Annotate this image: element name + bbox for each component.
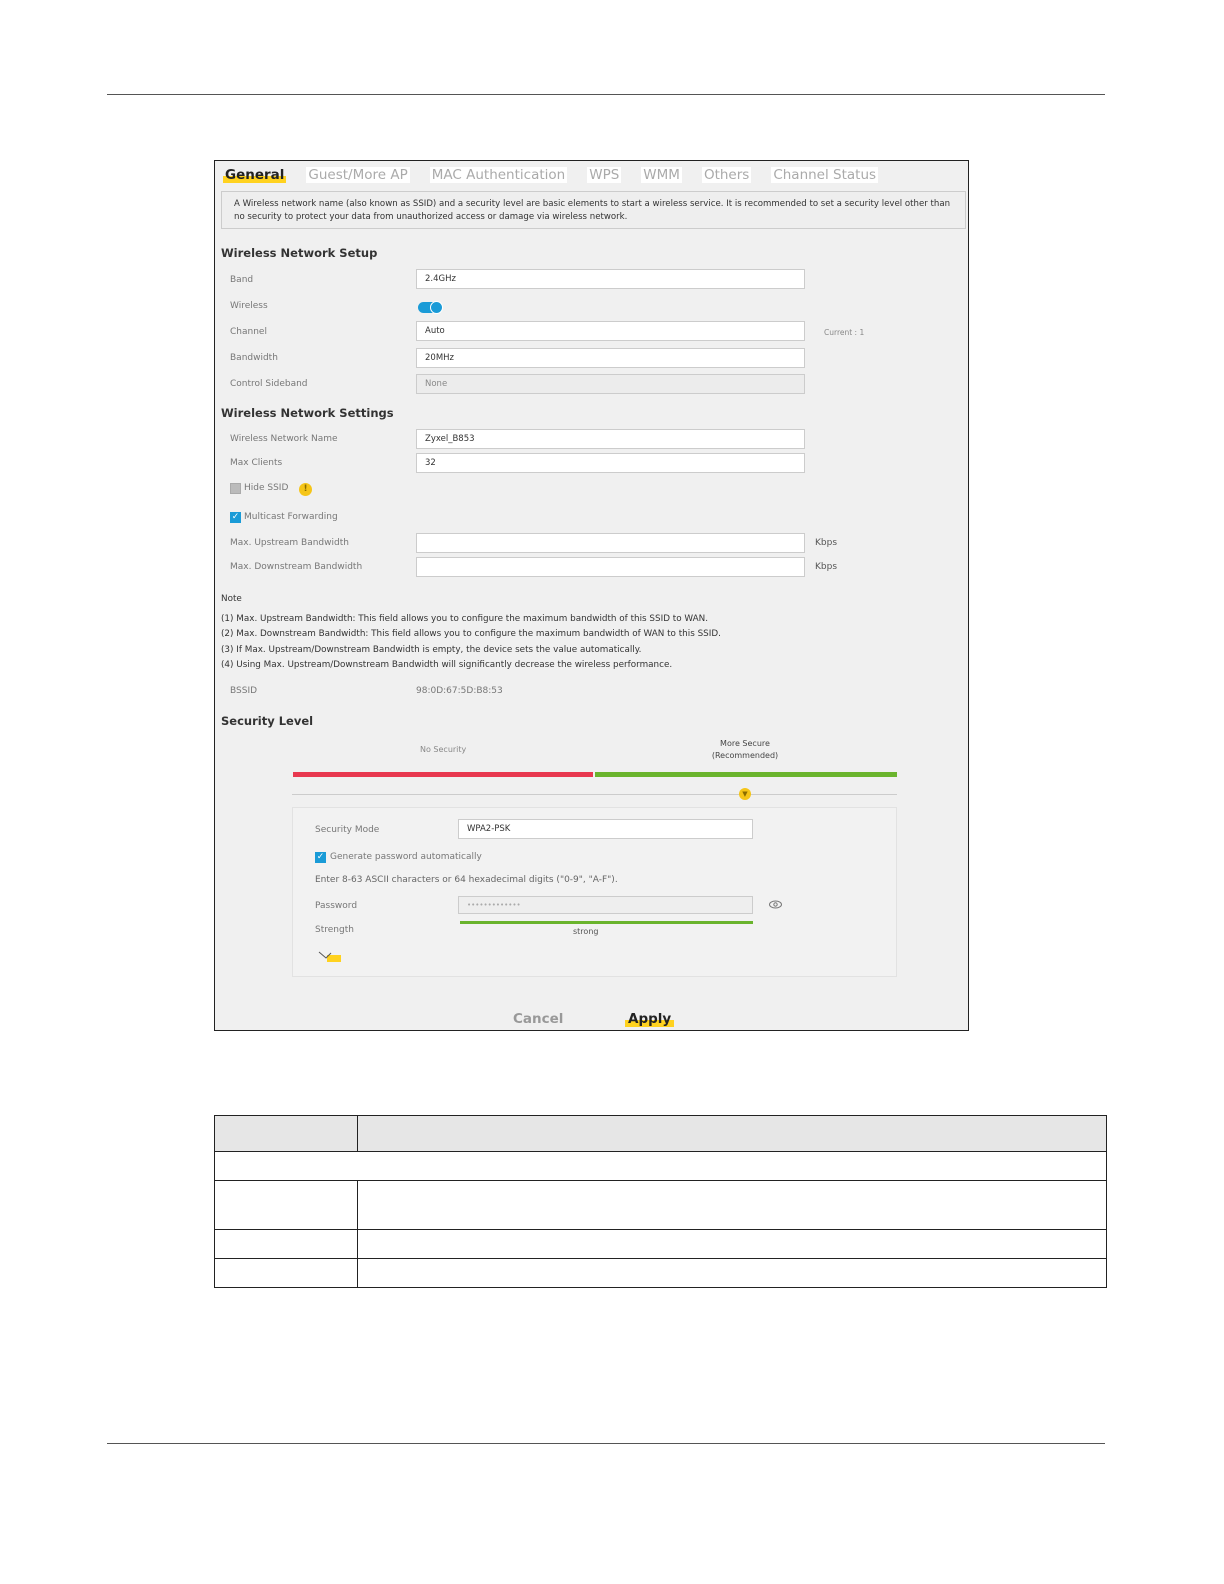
bssid-value: 98:0D:67:5D:B8:53 — [416, 686, 503, 696]
bandwidth-select[interactable]: 20MHz — [416, 348, 805, 368]
tab-wmm[interactable]: WMM — [643, 167, 680, 183]
network-name-label: Wireless Network Name — [230, 434, 338, 444]
network-name-input[interactable]: Zyxel_B853 — [416, 429, 805, 449]
password-input[interactable]: ••••••••••••• — [458, 896, 753, 914]
downstream-label: Max. Downstream Bandwidth — [230, 562, 363, 572]
table-cell — [358, 1181, 1107, 1230]
tab-wps[interactable]: WPS — [589, 167, 620, 183]
more-secure-label[interactable] — [695, 738, 795, 762]
channel-select[interactable]: Auto — [416, 321, 805, 341]
password-hint: Enter 8-63 ASCII characters or 64 hexadecimal digits ("0-9", "A-F"). — [315, 875, 618, 885]
bottom-rule — [107, 1443, 1105, 1444]
band-select[interactable]: 2.4GHz — [416, 269, 805, 289]
strength-label: Strength — [315, 925, 354, 935]
tab-channel-status[interactable]: Channel Status — [773, 167, 877, 183]
control-sideband-label: Control Sideband — [230, 379, 308, 389]
eye-icon[interactable] — [769, 898, 782, 911]
password-label: Password — [315, 901, 358, 911]
hide-ssid-label: Hide SSID — [244, 483, 289, 493]
info-icon[interactable]: ! — [299, 483, 312, 496]
table-row — [215, 1152, 1107, 1181]
wireless-toggle[interactable] — [418, 302, 442, 313]
note-line: (4) Using Max. Upstream/Downstream Bandwidth will significantly decrease the wireless performance. — [221, 660, 673, 670]
bandwidth-label: Bandwidth — [230, 353, 278, 363]
generate-password-label: Generate password automatically — [330, 852, 482, 862]
multicast-label: Multicast Forwarding — [244, 512, 338, 522]
generate-password-checkbox[interactable]: ✓ — [316, 852, 325, 862]
downstream-input[interactable] — [416, 557, 805, 577]
band-label: Band — [230, 275, 254, 285]
more-secure-bar[interactable] — [595, 772, 897, 777]
table-header-row — [215, 1116, 1107, 1152]
tab-mac-authentication[interactable]: MAC Authentication — [431, 167, 566, 183]
upstream-unit: Kbps — [815, 538, 838, 548]
description-table — [214, 1115, 1107, 1288]
note-line: (1) Max. Upstream Bandwidth: This field allows you to configure the maximum bandwidth of this SSID to WAN. — [221, 614, 708, 624]
strength-value: strong — [573, 927, 599, 936]
table-cell — [358, 1116, 1107, 1152]
control-sideband-select: None — [416, 374, 805, 394]
table-cell — [358, 1259, 1107, 1288]
tab-general[interactable]: General — [225, 167, 285, 183]
more-secure-text: More Secure — [720, 739, 770, 748]
note-title: Note — [221, 594, 242, 604]
wireless-label: Wireless — [230, 301, 268, 311]
table-cell — [358, 1230, 1107, 1259]
hide-ssid-checkbox[interactable] — [230, 483, 241, 494]
table-cell — [215, 1152, 1107, 1181]
tab-others[interactable]: Others — [703, 167, 750, 183]
recommended-text: (Recommended) — [711, 751, 779, 760]
multicast-checkbox[interactable]: ✓ — [231, 512, 240, 522]
setup-section-title: Wireless Network Setup — [221, 246, 378, 260]
current-channel: Current : 1 — [824, 328, 865, 337]
max-clients-input[interactable]: 32 — [416, 453, 805, 473]
wireless-general-screenshot — [214, 160, 969, 1031]
tab-bar — [223, 165, 898, 185]
security-mode-select[interactable]: WPA2-PSK — [458, 819, 753, 839]
no-security-bar[interactable] — [293, 772, 593, 777]
security-section-title: Security Level — [221, 714, 314, 728]
settings-section-title: Wireless Network Settings — [221, 406, 394, 420]
security-panel — [292, 807, 897, 977]
table-cell — [215, 1116, 358, 1152]
bssid-label: BSSID — [230, 686, 258, 696]
divider — [292, 794, 897, 795]
security-mode-label: Security Mode — [315, 825, 380, 835]
downstream-unit: Kbps — [815, 562, 838, 572]
max-clients-label: Max Clients — [230, 458, 283, 468]
no-security-label[interactable]: No Security — [420, 745, 467, 754]
table-cell — [215, 1259, 358, 1288]
note-line: (2) Max. Downstream Bandwidth: This field allows you to configure the maximum bandwidth of WAN to this SSID. — [221, 629, 721, 639]
table-cell — [215, 1230, 358, 1259]
channel-label: Channel — [230, 327, 267, 337]
info-banner: A Wireless network name (also known as SSID) and a security level are basic elements to start a wireless service. It is recommended to set a security level other than no security to protect your data from unauthorized access or damage via wireless network. — [221, 191, 966, 229]
upstream-input[interactable] — [416, 533, 805, 553]
table-row — [215, 1181, 1107, 1230]
selection-marker-icon: ▼ — [739, 788, 751, 800]
cancel-button[interactable]: Cancel — [513, 1011, 564, 1027]
collapse-check-icon[interactable] — [317, 949, 343, 963]
note-line: (3) If Max. Upstream/Downstream Bandwidth is empty, the device sets the value automatically. — [221, 645, 642, 655]
apply-button[interactable]: Apply — [625, 1011, 674, 1027]
tab-guest-more-ap[interactable]: Guest/More AP — [308, 167, 408, 183]
table-cell — [215, 1181, 358, 1230]
upstream-label: Max. Upstream Bandwidth — [230, 538, 349, 548]
table-row — [215, 1230, 1107, 1259]
top-rule — [107, 94, 1105, 95]
table-row — [215, 1259, 1107, 1288]
strength-bar — [460, 921, 753, 924]
